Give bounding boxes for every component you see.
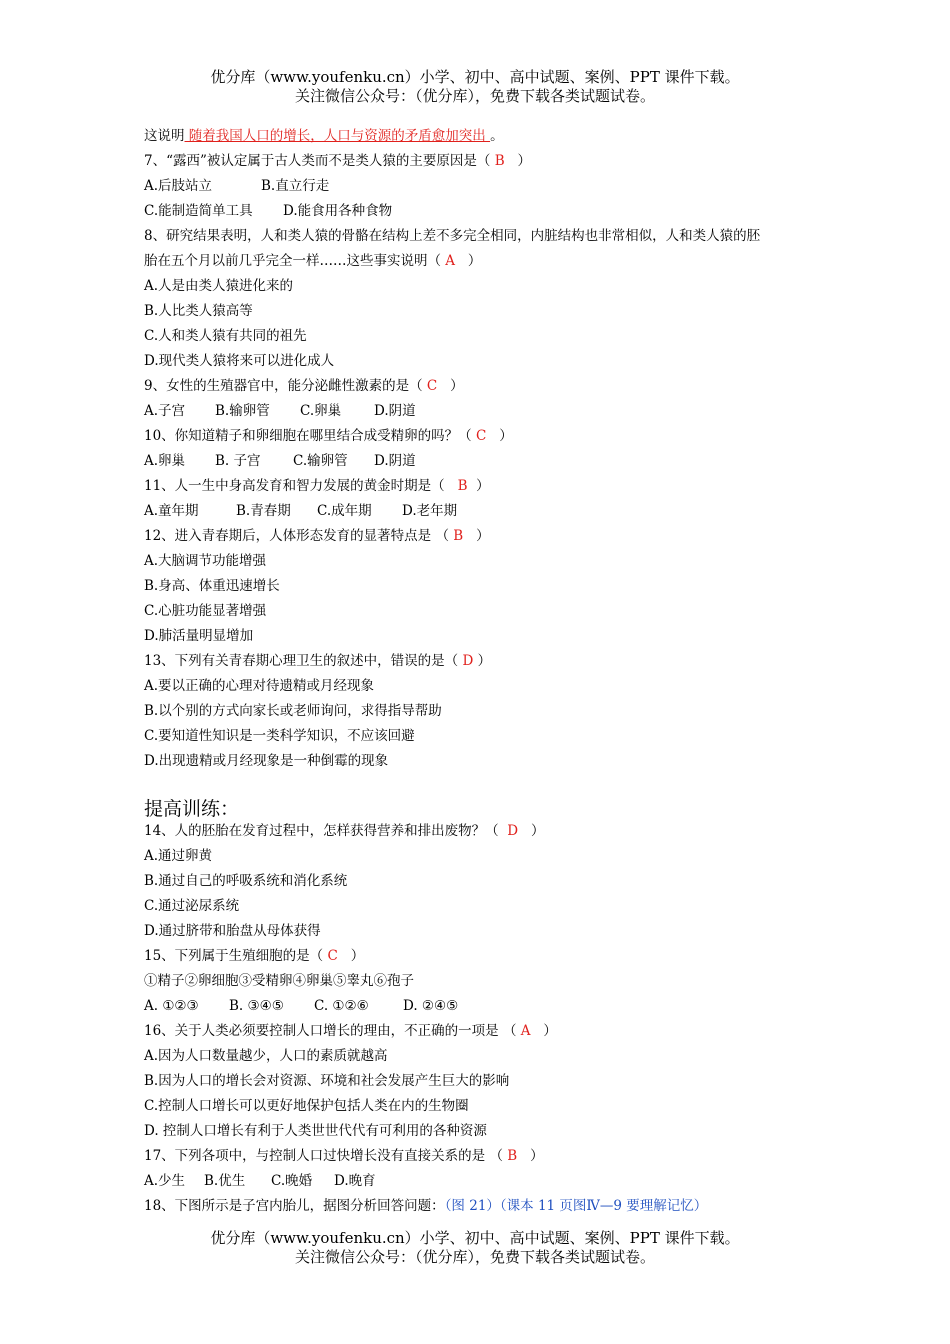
question-9-stem: 9、女性的生殖器官中，能分泌雌性激素的是（ C ） (144, 378, 464, 394)
option: C.要知道性知识是一类科学知识，不应该回避 (144, 728, 415, 744)
question-7-options-2 (144, 199, 824, 224)
option: B.以个别的方式向家长或老师询问，求得指导帮助 (144, 703, 442, 719)
option: B.通过自己的呼吸系统和消化系统 (144, 873, 348, 889)
footer-line-1: 优分库（www.youfenku.cn）小学、初中、高中试题、案例、PPT 课件下载。 (210, 1229, 740, 1247)
option: C. ①②⑥ (314, 998, 369, 1014)
intro-line: 这说明 随着我国人口的增长，人口与资源的矛盾愈加突出 。 (144, 128, 504, 144)
option: D.能食用各种食物 (283, 203, 393, 219)
question-13-stem: 13、下列有关青春期心理卫生的叙述中，错误的是（ D ） (144, 653, 492, 669)
page-footer (0, 1229, 950, 1267)
option: A.少生 (144, 1173, 186, 1189)
answer-q11: B (457, 478, 468, 494)
section-title: 提高训练： (144, 798, 240, 820)
question-8-stem-2: 胎在五个月以前几乎完全一样……这些事实说明（ A ） (144, 253, 482, 269)
question-14-stem: 14、人的胚胎在发育过程中，怎样获得营养和排出废物？（ D ） (144, 823, 545, 839)
option: B.因为人口的增长会对资源、环境和社会发展产生巨大的影响 (144, 1073, 510, 1089)
option: C.人和类人猿有共同的祖先 (144, 328, 307, 344)
option: D.阴道 (374, 453, 416, 469)
option: C.成年期 (317, 503, 372, 519)
question-11-options (144, 499, 824, 524)
option: A.要以正确的心理对待遗精或月经现象 (144, 678, 375, 694)
option: D.老年期 (402, 503, 458, 519)
document-body (144, 124, 824, 1219)
option: D.现代类人猿将来可以进化成人 (144, 353, 335, 369)
footer-line-2: 关注微信公众号：（优分库），免费下载各类试题试卷。 (294, 1248, 655, 1266)
question-8-stem-1: 8、研究结果表明，人和类人猿的骨骼在结构上差不多完全相同，内脏结构也非常相似，人和类人猿的胚 (144, 228, 761, 244)
question-7-options-1 (144, 174, 824, 199)
option: A.人是由类人猿进化来的 (144, 278, 294, 294)
answer-q13: D (462, 653, 474, 669)
intro-answer: 随着我国人口的增长，人口与资源的矛盾愈加突出 (184, 128, 491, 144)
answer-q9: C (426, 378, 438, 394)
question-16-stem: 16、关于人类必须要控制人口增长的理由，不正确的一项是 （ A ） (144, 1023, 557, 1039)
answer-q8: A (445, 253, 456, 269)
option: D.出现遗精或月经现象是一种倒霉的现象 (144, 753, 389, 769)
page-header (0, 68, 950, 106)
option: B.输卵管 (215, 403, 270, 419)
option: A.因为人口数量越少，人口的素质就越高 (144, 1048, 388, 1064)
question-15-items: ①精子②卵细胞③受精卵④卵巢⑤睾丸⑥孢子 (144, 973, 414, 989)
option: B. 子宫 (215, 453, 261, 469)
option: D. ②④⑤ (403, 998, 459, 1014)
answer-q14: D (507, 823, 519, 839)
option: D.肺活量明显增加 (144, 628, 254, 644)
option: D.阴道 (374, 403, 416, 419)
option: B.人比类人猿高等 (144, 303, 253, 319)
option: A.大脑调节功能增强 (144, 553, 267, 569)
answer-q7: B (494, 153, 505, 169)
question-12-stem: 12、进入青春期后，人体形态发育的显著特点是 （ B ） (144, 528, 490, 544)
answer-q17: B (507, 1148, 518, 1164)
option: C.输卵管 (293, 453, 348, 469)
option: D.通过脐带和胎盘从母体获得 (144, 923, 321, 939)
header-line-2: 关注微信公众号：（优分库），免费下载各类试题试卷。 (294, 87, 655, 105)
option: C.晚婚 (271, 1173, 313, 1189)
question-7-stem: 7、“露西”被认定属于古人类而不是类人猿的主要原因是（ B ） (144, 153, 531, 169)
question-11-stem: 11、人一生中身高发育和智力发展的黄金时期是（ B ） (144, 478, 490, 494)
option: C.能制造简单工具 (144, 203, 253, 219)
question-17-options (144, 1169, 824, 1194)
option: B.青春期 (236, 503, 291, 519)
answer-q15: C (327, 948, 338, 964)
question-10-options (144, 449, 824, 474)
question-10-stem: 10、你知道精子和卵细胞在哪里结合成受精卵的吗？（ C ） (144, 428, 513, 444)
answer-q16: A (520, 1023, 531, 1039)
option: A. ①②③ (144, 998, 199, 1014)
header-line-1: 优分库（www.youfenku.cn）小学、初中、高中试题、案例、PPT 课件下载。 (210, 68, 740, 86)
question-18-stem: 18、下图所示是子宫内胎儿，据图分析回答问题：（图 21）（课本 11 页图Ⅳ—9 要理解记忆） (144, 1198, 708, 1214)
option: A.卵巢 (144, 453, 186, 469)
option: C.通过泌尿系统 (144, 898, 240, 914)
option: D.晚育 (334, 1173, 376, 1189)
option: C.卵巢 (300, 403, 342, 419)
question-15-stem: 15、下列属于生殖细胞的是（ C ） (144, 948, 365, 964)
option: C.心脏功能显著增强 (144, 603, 267, 619)
option: B. ③④⑤ (229, 998, 284, 1014)
option: C.控制人口增长可以更好地保护包括人类在内的生物圈 (144, 1098, 469, 1114)
question-9-options (144, 399, 824, 424)
option: B.优生 (204, 1173, 246, 1189)
answer-q12: B (453, 528, 464, 544)
option: A.子宫 (144, 403, 186, 419)
question-15-options (144, 994, 824, 1019)
option: A.通过卵黄 (144, 848, 213, 864)
option: B.直立行走 (261, 178, 330, 194)
question-17-stem: 17、下列各项中，与控制人口过快增长没有直接关系的是 （ B ） (144, 1148, 544, 1164)
option: B.身高、体重迅速增长 (144, 578, 280, 594)
answer-q10: C (475, 428, 487, 444)
option: A.童年期 (144, 503, 199, 519)
question-18-note: （图 21）（课本 11 页图Ⅳ—9 要理解记忆） (444, 1198, 708, 1214)
option: D. 控制人口增长有利于人类世世代代有可利用的各种资源 (144, 1123, 487, 1139)
option: A.后肢站立 (144, 178, 213, 194)
